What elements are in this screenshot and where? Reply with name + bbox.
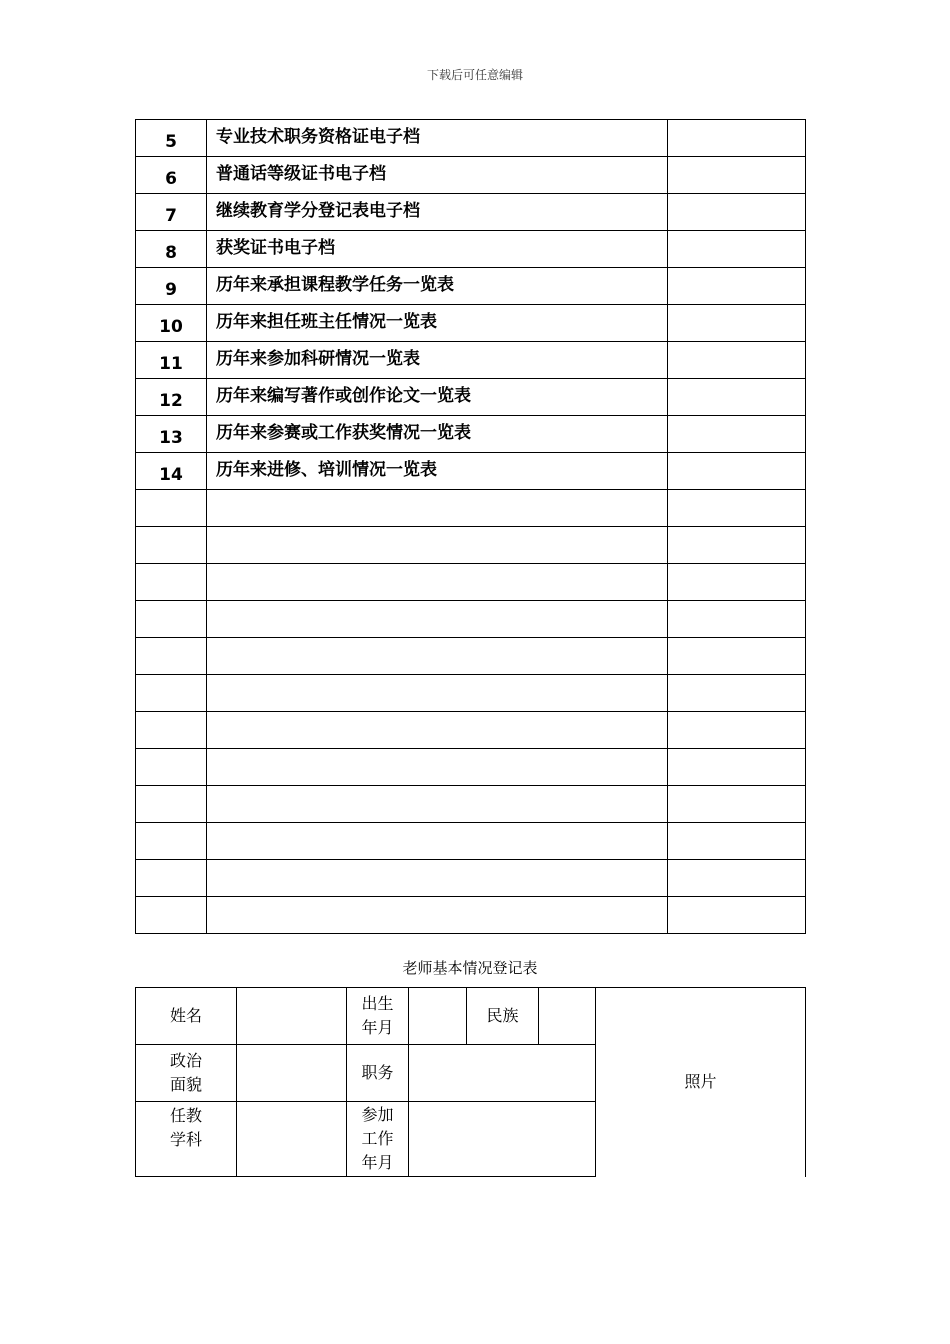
row-item-cell: 历年来参加科研情况一览表 xyxy=(207,342,668,379)
name-value-cell[interactable] xyxy=(237,988,347,1045)
row-number-cell: 12 xyxy=(136,379,207,416)
attachment-list-table xyxy=(135,119,806,934)
row-number-cell: 13 xyxy=(136,416,207,453)
row-number-cell xyxy=(136,823,207,860)
position-label: 职务 xyxy=(347,1045,409,1102)
row-extra-cell[interactable] xyxy=(668,564,806,601)
work-start-label: 参加 工作 年月 xyxy=(347,1102,409,1177)
table-row xyxy=(136,490,806,527)
row-item-cell xyxy=(207,675,668,712)
table-row xyxy=(136,638,806,675)
row-extra-cell[interactable] xyxy=(668,786,806,823)
table-row xyxy=(136,860,806,897)
row-item-cell xyxy=(207,527,668,564)
row-extra-cell[interactable] xyxy=(668,231,806,268)
row-number-cell: 7 xyxy=(136,194,207,231)
table-row xyxy=(136,157,806,194)
row-extra-cell[interactable] xyxy=(668,416,806,453)
ethnicity-label: 民族 xyxy=(467,988,539,1045)
row-extra-cell[interactable] xyxy=(668,823,806,860)
row-extra-cell[interactable] xyxy=(668,490,806,527)
row-number-cell: 6 xyxy=(136,157,207,194)
row-extra-cell[interactable] xyxy=(668,860,806,897)
table-row xyxy=(136,120,806,157)
table-row xyxy=(136,268,806,305)
table-row xyxy=(136,823,806,860)
row-extra-cell[interactable] xyxy=(668,453,806,490)
row-item-cell xyxy=(207,490,668,527)
row-number-cell: 8 xyxy=(136,231,207,268)
row-item-cell: 历年来参赛或工作获奖情况一览表 xyxy=(207,416,668,453)
row-extra-cell[interactable] xyxy=(668,268,806,305)
row-extra-cell[interactable] xyxy=(668,194,806,231)
ethnicity-value-cell[interactable] xyxy=(539,988,596,1045)
row-number-cell xyxy=(136,749,207,786)
row-number-cell: 14 xyxy=(136,453,207,490)
row-number-cell: 11 xyxy=(136,342,207,379)
row-item-cell xyxy=(207,786,668,823)
political-value-cell[interactable] xyxy=(237,1045,347,1102)
table-row xyxy=(136,564,806,601)
row-extra-cell[interactable] xyxy=(668,897,806,934)
row-number-cell xyxy=(136,638,207,675)
table-row xyxy=(136,305,806,342)
row-extra-cell[interactable] xyxy=(668,749,806,786)
row-item-cell: 获奖证书电子档 xyxy=(207,231,668,268)
row-item-cell xyxy=(207,860,668,897)
row-number-cell xyxy=(136,786,207,823)
table-row xyxy=(136,231,806,268)
table-row xyxy=(136,712,806,749)
row-item-cell: 历年来担任班主任情况一览表 xyxy=(207,305,668,342)
political-label: 政治 面貌 xyxy=(136,1045,237,1102)
row-number-cell xyxy=(136,675,207,712)
row-extra-cell[interactable] xyxy=(668,601,806,638)
row-extra-cell[interactable] xyxy=(668,527,806,564)
subject-value-cell[interactable] xyxy=(237,1102,347,1177)
table-row xyxy=(136,786,806,823)
name-label: 姓名 xyxy=(136,988,237,1045)
row-extra-cell[interactable] xyxy=(668,157,806,194)
row-number-cell xyxy=(136,527,207,564)
row-number-cell xyxy=(136,897,207,934)
row-item-cell xyxy=(207,638,668,675)
row-number-cell: 5 xyxy=(136,120,207,157)
table-row xyxy=(136,379,806,416)
birth-label: 出生 年月 xyxy=(347,988,409,1045)
row-number-cell: 10 xyxy=(136,305,207,342)
birth-value-cell[interactable] xyxy=(409,988,467,1045)
row-item-cell xyxy=(207,823,668,860)
row-item-cell xyxy=(207,601,668,638)
row-extra-cell[interactable] xyxy=(668,379,806,416)
table-row xyxy=(136,453,806,490)
row-number-cell xyxy=(136,564,207,601)
teacher-info-form xyxy=(135,987,806,1177)
row-item-cell: 继续教育学分登记表电子档 xyxy=(207,194,668,231)
row-item-cell xyxy=(207,712,668,749)
table-row xyxy=(136,194,806,231)
table-row xyxy=(136,601,806,638)
row-extra-cell[interactable] xyxy=(668,342,806,379)
form-title: 老师基本情况登记表 xyxy=(402,959,538,977)
row-extra-cell[interactable] xyxy=(668,675,806,712)
row-number-cell: 9 xyxy=(136,268,207,305)
row-extra-cell[interactable] xyxy=(668,305,806,342)
table-row xyxy=(136,897,806,934)
row-item-cell xyxy=(207,749,668,786)
row-number-cell xyxy=(136,860,207,897)
table-row xyxy=(136,749,806,786)
row-item-cell: 普通话等级证书电子档 xyxy=(207,157,668,194)
photo-cell: 照片 xyxy=(596,988,806,1177)
row-number-cell xyxy=(136,712,207,749)
subject-label: 任教 学科 xyxy=(136,1102,237,1177)
position-value-cell[interactable] xyxy=(409,1045,596,1102)
row-item-cell: 专业技术职务资格证电子档 xyxy=(207,120,668,157)
table-row xyxy=(136,416,806,453)
row-item-cell: 历年来进修、培训情况一览表 xyxy=(207,453,668,490)
row-number-cell xyxy=(136,601,207,638)
table-row xyxy=(136,675,806,712)
row-item-cell xyxy=(207,564,668,601)
page-header-note: 下载后可任意编辑 xyxy=(426,68,523,82)
table-row xyxy=(136,342,806,379)
row-item-cell: 历年来编写著作或创作论文一览表 xyxy=(207,379,668,416)
row-extra-cell[interactable] xyxy=(668,638,806,675)
row-extra-cell[interactable] xyxy=(668,712,806,749)
work-start-value-cell[interactable] xyxy=(409,1102,596,1177)
row-item-cell xyxy=(207,897,668,934)
row-item-cell: 历年来承担课程教学任务一览表 xyxy=(207,268,668,305)
row-number-cell xyxy=(136,490,207,527)
table-row xyxy=(136,527,806,564)
row-extra-cell[interactable] xyxy=(668,120,806,157)
